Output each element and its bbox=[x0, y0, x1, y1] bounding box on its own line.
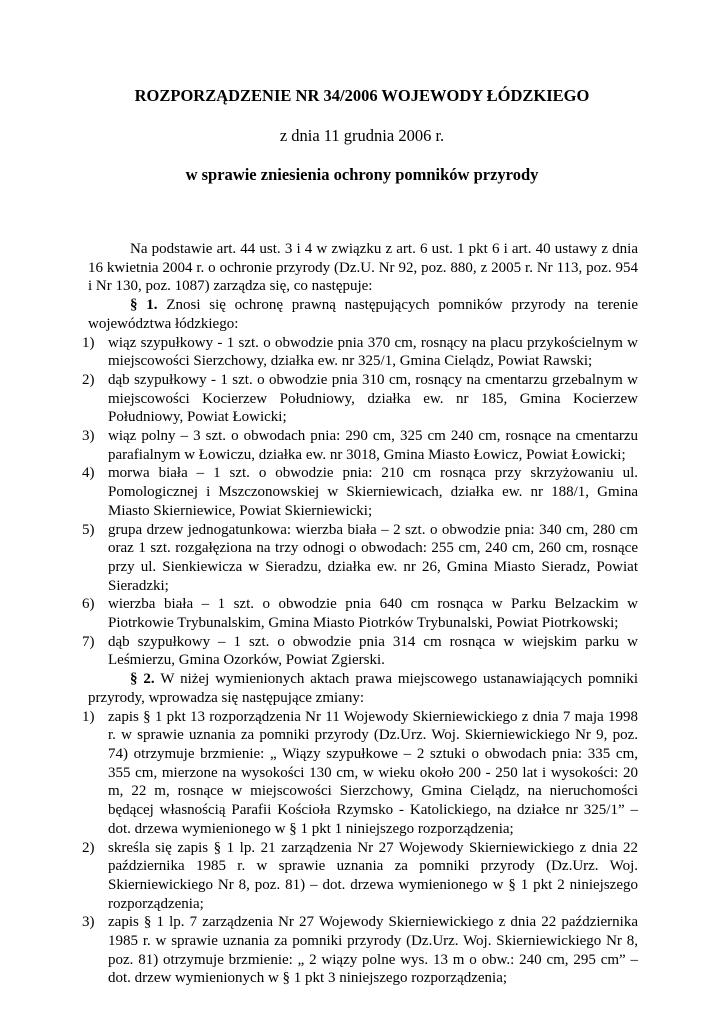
section-2-list bbox=[82, 708, 638, 989]
list-item bbox=[82, 464, 638, 520]
item-text: grupa drzew jednogatunkowa: wierzba biała – 2 szt. o obwodzie pnia: 340 cm, 280 cm oraz 1 szt. rozgałęziona na trzy odnogi o obwodach: 255 cm, 240 cm, 260 cm, rosnące przy ul. Sienkiewicza w Sieradzu, działka ew. nr 26, Gmina Miasto Sieradz, Powiat Sieradzki; bbox=[108, 521, 638, 594]
document-title: ROZPORZĄDZENIE NR 34/2006 WOJEWODY ŁÓDZKIEGO bbox=[134, 86, 590, 105]
document-body bbox=[82, 240, 639, 988]
preamble: Na podstawie art. 44 ust. 3 i 4 w związku z art. 6 ust. 1 pkt 6 i art. 40 ustawy z dnia 16 kwietnia 2004 r. o ochronie przyrody (Dz.U. Nr 92, poz. 880, z 2005 r. Nr 113, poz. 954 i Nr 130, poz. 1087) zarządza się, co następuje: bbox=[88, 241, 638, 295]
item-text: skreśla się zapis § 1 lp. 21 zarządzenia Nr 27 Wojewody Skierniewickiego z dnia 22 października 1985 r. w sprawie uznania za pomniki przyrody (Dz.Urz. Woj. Skierniewickiego Nr 8, poz. 81) – dot. drzewa wymienionego w § 1 pkt 2 niniejszego rozporządzenia; bbox=[108, 839, 638, 912]
item-number: 2) bbox=[82, 371, 95, 388]
list-item bbox=[82, 708, 638, 839]
item-number: 3) bbox=[82, 428, 95, 445]
list-item bbox=[82, 427, 638, 464]
section-1-list bbox=[82, 334, 638, 671]
section-1-intro bbox=[88, 296, 638, 333]
list-item bbox=[82, 595, 638, 632]
document-subject: w sprawie zniesienia ochrony pomników przyrody bbox=[185, 165, 539, 184]
item-number: 6) bbox=[82, 596, 95, 613]
item-text: wiąz polny – 3 szt. o obwodach pnia: 290 cm, 325 cm 240 cm, rosnące na cmentarzu parafialnym w Łowiczu, działka ew. nr 3018, Gmina Miasto Łowicz, Powiat Łowicki; bbox=[108, 428, 638, 463]
section-1-mark: § 1. bbox=[130, 297, 158, 314]
item-text: wiąz szypułkowy - 1 szt. o obwodzie pnia 370 cm, rosnący na placu przykościelnym w miejscowości Sierzchowy, działka ew. nr 325/1, Gmina Cielądz, Powiat Rawski; bbox=[108, 334, 638, 370]
item-text: zapis § 1 lp. 7 zarządzenia Nr 27 Wojewody Skierniewickiego z dnia 22 października 1985 r. w sprawie uznania za pomniki przyrody (Dz.Urz. Woj. Skierniewickiego Nr 8, poz. 81) otrzymuje brzmienie: „ 2 wiązy polne wys. 13 m o obw.: 240 cm, 295 cm” – dot. drzew wymienionych w § 1 pkt 3 niniejszego rozporządzenia; bbox=[108, 914, 638, 987]
list-item bbox=[82, 334, 638, 371]
list-item bbox=[82, 839, 638, 914]
item-number: 4) bbox=[82, 465, 95, 482]
item-text: morwa biała – 1 szt. o obwodzie pnia: 210 cm rosnąca przy skrzyżowaniu ul. Pomologicznej i Mszczonowskiej w Skierniewicach, działka ew. nr 188/1, Gmina Miasto Skierniewice, Powiat Skierniewicki; bbox=[108, 465, 638, 519]
item-text: zapis § 1 pkt 13 rozporządzenia Nr 11 Wojewody Skierniewickiego z dnia 7 maja 1998 r. w sprawie uznania za pomniki przyrody (Dz.Urz. Woj. Skierniewickiego Nr 9, poz. 74) otrzymuje brzmienie: „ Wiązy szypułkowe – 2 sztuki o obwodach pnia: 335 cm, 355 cm, mierzone na wysokości 130 cm, w wieku około 200 - 250 lat i wysokości: 20 m, 22 m, rosnące w miejscowości Sierzchowy, Gmina Cielądz, na nieruchomości będącej własnością Parafii Kościoła Rzymsko - Katolickiego, na działce nr 325/1” – dot. drzewa wymienionego w § 1 pkt 1 niniejszego rozporządzenia; bbox=[108, 708, 638, 837]
section-2-intro-text: W niżej wymienionych aktach prawa miejscowego ustanawiających pomniki przyrody, wprowadza się następujące zmiany: bbox=[88, 671, 638, 706]
item-number: 5) bbox=[82, 521, 95, 538]
section-2-mark: § 2. bbox=[130, 671, 155, 688]
section-1-intro-text: Znosi się ochronę prawną następujących pomników przyrody na terenie województwa łódzkiego: bbox=[88, 297, 639, 332]
list-item bbox=[82, 371, 638, 427]
document-date: z dnia 11 grudnia 2006 r. bbox=[279, 126, 445, 145]
section-2-intro bbox=[88, 670, 638, 707]
item-number: 2) bbox=[82, 839, 95, 856]
item-number: 3) bbox=[82, 914, 95, 931]
item-text: dąb szypułkowy - 1 szt. o obwodzie pnia 310 cm, rosnący na cmentarzu grzebalnym w miejscowości Kocierzew Południowy, działka ew. nr 185, Gmina Kocierzew Południowy, Powiat Łowicki; bbox=[108, 371, 638, 426]
item-number: 1) bbox=[82, 708, 95, 725]
list-item bbox=[82, 521, 638, 596]
list-item bbox=[82, 913, 638, 988]
item-number: 7) bbox=[82, 633, 95, 650]
item-text: dąb szypułkowy – 1 szt. o obwodzie pnia 314 cm rosnąca w wiejskim parku w Leśmierzu, Gmina Ozorków, Powiat Zgierski. bbox=[108, 633, 638, 669]
item-text: wierzba biała – 1 szt. o obwodzie pnia 640 cm rosnąca w Parku Belzackim w Piotrkowie Trybunalskim, Gmina Miasto Piotrków Trybunalski, Powiat Piotrkowski; bbox=[108, 596, 638, 632]
item-number: 1) bbox=[82, 334, 95, 351]
list-item bbox=[82, 633, 638, 670]
